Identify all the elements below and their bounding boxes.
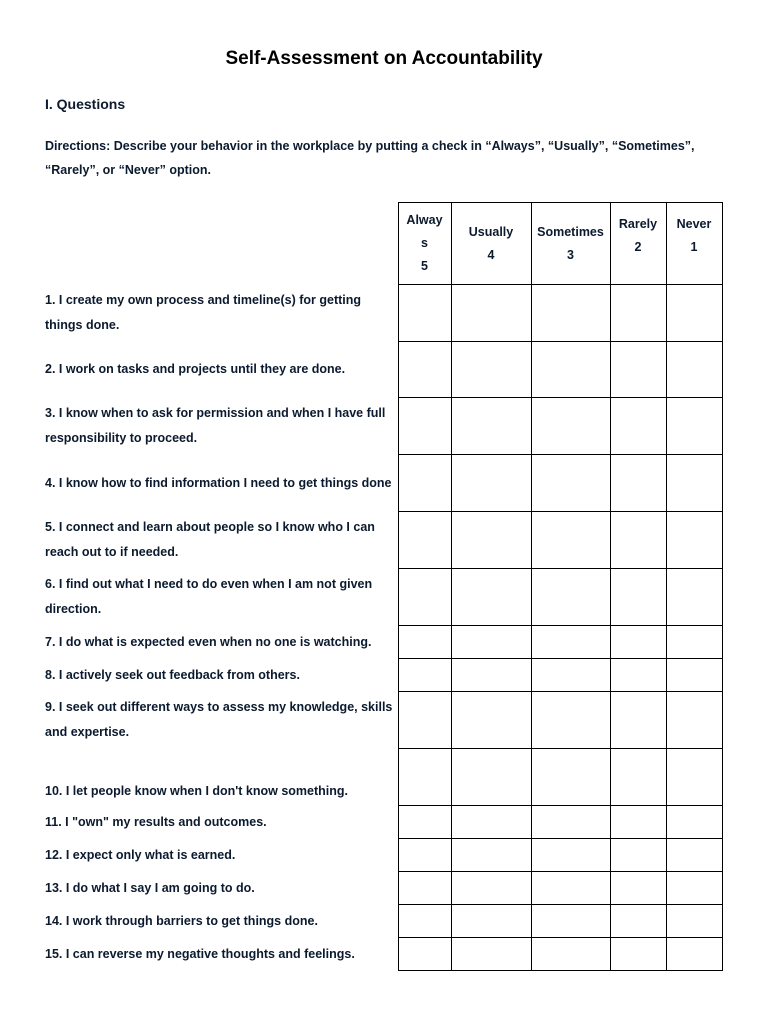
- answer-cell-sometimes[interactable]: [531, 626, 610, 659]
- question-row: [45, 749, 722, 806]
- question-row: [45, 839, 722, 872]
- answer-cell-never[interactable]: [666, 749, 722, 806]
- answer-cell-always[interactable]: [398, 839, 451, 872]
- answer-cell-always[interactable]: [398, 398, 451, 455]
- answer-cell-rarely[interactable]: [610, 569, 666, 626]
- answer-cell-usually[interactable]: [451, 342, 531, 398]
- assessment-table: [45, 202, 723, 971]
- answer-cell-never[interactable]: [666, 659, 722, 692]
- question-row: [45, 455, 722, 512]
- header-row: [45, 203, 722, 285]
- answer-cell-never[interactable]: [666, 626, 722, 659]
- answer-cell-never[interactable]: [666, 342, 722, 398]
- question-row: [45, 342, 722, 398]
- question-row: [45, 905, 722, 938]
- answer-cell-never[interactable]: [666, 872, 722, 905]
- answer-cell-always[interactable]: [398, 806, 451, 839]
- answer-cell-always[interactable]: [398, 626, 451, 659]
- answer-cell-always[interactable]: [398, 659, 451, 692]
- answer-cell-sometimes[interactable]: [531, 839, 610, 872]
- question-row: [45, 872, 722, 905]
- answer-cell-sometimes[interactable]: [531, 938, 610, 971]
- question-text: 1. I create my own process and timeline(s) for getting things done.: [45, 285, 398, 342]
- question-text: 4. I know how to find information I need to get things done: [45, 455, 398, 512]
- answer-cell-sometimes[interactable]: [531, 569, 610, 626]
- question-row: [45, 626, 722, 659]
- question-text: 12. I expect only what is earned.: [45, 839, 398, 872]
- answer-cell-rarely[interactable]: [610, 806, 666, 839]
- answer-cell-always[interactable]: [398, 905, 451, 938]
- answer-cell-usually[interactable]: [451, 872, 531, 905]
- answer-cell-usually[interactable]: [451, 938, 531, 971]
- answer-cell-rarely[interactable]: [610, 398, 666, 455]
- question-row: [45, 806, 722, 839]
- question-row: [45, 659, 722, 692]
- answer-cell-rarely[interactable]: [610, 905, 666, 938]
- answer-cell-rarely[interactable]: [610, 938, 666, 971]
- answer-cell-usually[interactable]: [451, 455, 531, 512]
- question-text: 14. I work through barriers to get things done.: [45, 905, 398, 938]
- answer-cell-usually[interactable]: [451, 905, 531, 938]
- answer-cell-usually[interactable]: [451, 569, 531, 626]
- column-header-always: Alway s 5: [398, 203, 451, 285]
- question-row: [45, 692, 722, 749]
- answer-cell-sometimes[interactable]: [531, 398, 610, 455]
- column-header-sometimes: Sometimes 3: [531, 203, 610, 285]
- answer-cell-never[interactable]: [666, 455, 722, 512]
- column-header-usually: Usually 4: [451, 203, 531, 285]
- answer-cell-usually[interactable]: [451, 839, 531, 872]
- answer-cell-never[interactable]: [666, 398, 722, 455]
- answer-cell-never[interactable]: [666, 905, 722, 938]
- answer-cell-rarely[interactable]: [610, 872, 666, 905]
- answer-cell-always[interactable]: [398, 938, 451, 971]
- question-column-header: [45, 203, 398, 285]
- answer-cell-usually[interactable]: [451, 806, 531, 839]
- answer-cell-rarely[interactable]: [610, 749, 666, 806]
- answer-cell-never[interactable]: [666, 692, 722, 749]
- question-row: [45, 398, 722, 455]
- answer-cell-rarely[interactable]: [610, 692, 666, 749]
- question-text: 5. I connect and learn about people so I know who I can reach out to if needed.: [45, 512, 398, 569]
- answer-cell-sometimes[interactable]: [531, 749, 610, 806]
- question-row: [45, 938, 722, 971]
- question-text: 13. I do what I say I am going to do.: [45, 872, 398, 905]
- question-text: 10. I let people know when I don't know something.: [45, 749, 398, 806]
- page-title: Self-Assessment on Accountability: [225, 48, 543, 69]
- answer-cell-always[interactable]: [398, 569, 451, 626]
- section-heading: I. Questions: [45, 96, 126, 112]
- answer-cell-usually[interactable]: [451, 285, 531, 342]
- answer-cell-rarely[interactable]: [610, 659, 666, 692]
- answer-cell-sometimes[interactable]: [531, 512, 610, 569]
- question-text: 2. I work on tasks and projects until they are done.: [45, 342, 398, 398]
- answer-cell-usually[interactable]: [451, 398, 531, 455]
- answer-cell-usually[interactable]: [451, 512, 531, 569]
- question-text: 3. I know when to ask for permission and when I have full responsibility to proceed.: [45, 398, 398, 455]
- answer-cell-sometimes[interactable]: [531, 872, 610, 905]
- answer-cell-rarely[interactable]: [610, 626, 666, 659]
- question-text: 9. I seek out different ways to assess my knowledge, skills and expertise.: [45, 692, 398, 749]
- answer-cell-usually[interactable]: [451, 626, 531, 659]
- question-row: [45, 512, 722, 569]
- answer-cell-rarely[interactable]: [610, 455, 666, 512]
- answer-cell-usually[interactable]: [451, 659, 531, 692]
- answer-cell-always[interactable]: [398, 749, 451, 806]
- answer-cell-rarely[interactable]: [610, 285, 666, 342]
- answer-cell-always[interactable]: [398, 512, 451, 569]
- answer-cell-rarely[interactable]: [610, 342, 666, 398]
- question-text: 8. I actively seek out feedback from others.: [45, 659, 398, 692]
- answer-cell-sometimes[interactable]: [531, 455, 610, 512]
- answer-cell-sometimes[interactable]: [531, 806, 610, 839]
- answer-cell-sometimes[interactable]: [531, 285, 610, 342]
- answer-cell-never[interactable]: [666, 285, 722, 342]
- question-row: [45, 569, 722, 626]
- answer-cell-usually[interactable]: [451, 749, 531, 806]
- question-row: [45, 285, 722, 342]
- answer-cell-rarely[interactable]: [610, 512, 666, 569]
- answer-cell-always[interactable]: [398, 285, 451, 342]
- answer-cell-always[interactable]: [398, 455, 451, 512]
- question-text: 7. I do what is expected even when no one is watching.: [45, 626, 398, 659]
- answer-cell-sometimes[interactable]: [531, 905, 610, 938]
- answer-cell-sometimes[interactable]: [531, 692, 610, 749]
- answer-cell-never[interactable]: [666, 569, 722, 626]
- answer-cell-never[interactable]: [666, 839, 722, 872]
- directions-text: Directions: Describe your behavior in the workplace by putting a check in “Always”, “Usually”, “Sometimes”, “Rarely”, or “Never” option.: [45, 139, 695, 177]
- answer-cell-never[interactable]: [666, 512, 722, 569]
- question-text: 11. I "own" my results and outcomes.: [45, 806, 398, 839]
- answer-cell-always[interactable]: [398, 692, 451, 749]
- answer-cell-always[interactable]: [398, 342, 451, 398]
- question-text: 15. I can reverse my negative thoughts and feelings.: [45, 938, 398, 971]
- column-header-rarely: Rarely 2: [610, 203, 666, 285]
- answer-cell-never[interactable]: [666, 806, 722, 839]
- answer-cell-rarely[interactable]: [610, 839, 666, 872]
- answer-cell-sometimes[interactable]: [531, 342, 610, 398]
- answer-cell-usually[interactable]: [451, 692, 531, 749]
- question-text: 6. I find out what I need to do even when I am not given direction.: [45, 569, 398, 626]
- column-header-never: Never 1: [666, 203, 722, 285]
- answer-cell-sometimes[interactable]: [531, 659, 610, 692]
- answer-cell-always[interactable]: [398, 872, 451, 905]
- answer-cell-never[interactable]: [666, 938, 722, 971]
